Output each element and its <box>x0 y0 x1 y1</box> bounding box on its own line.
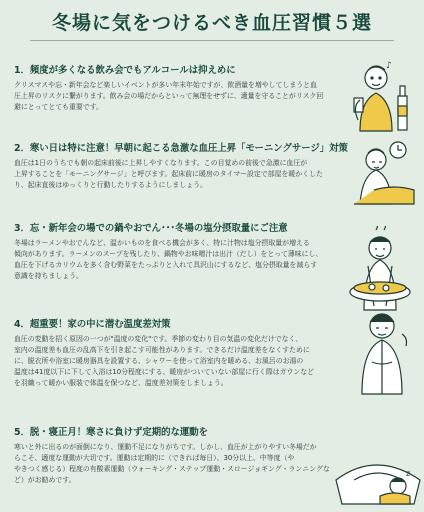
section-2-heading: 2．寒い日は特に注意！早朝に起こる急激な血圧上昇「モーニングサージ」対策 <box>14 143 348 154</box>
kotatsu-rest-illustration <box>334 420 422 510</box>
svg-text:z: z <box>406 469 411 478</box>
morning-wakeup-illustration <box>352 138 418 208</box>
page-title: 冬場に気をつけるべき血圧習慣５選 <box>51 12 372 34</box>
section-5-line: らこそ、適度な運動が大切です。運動は定期的に（できれば毎日）、30分以上、中等度（や <box>14 454 295 462</box>
section-3-heading: 3．忘・新年会の場での鍋やおでん･･･冬場の塩分摂取量にご注意 <box>14 223 288 234</box>
section-3-line: 意識を持ちましょう。 <box>14 272 83 280</box>
section-1-heading: 1．頻度が多くなる飲み会でもアルコールは抑えめに <box>14 65 236 76</box>
section-4 <box>14 316 354 389</box>
svg-text:♪: ♪ <box>386 61 392 71</box>
section-5-line: 寒いと外に出るのが面倒になり、運動不足になりがちです。しかし、血圧が上がりやすい冬場だか <box>14 443 317 451</box>
section-4-line: 温度は41度以下に下して入浴は10分程度にする、暖房がついていない部屋に行く際はガウンなど <box>14 368 315 376</box>
section-5-body <box>14 442 344 486</box>
section-2-line: 上昇することを「モーニングサージ」と呼びます。起床前に暖房のタイマー設定で部屋を暖かくした <box>14 170 323 178</box>
section-1-line: クリスマスや忘・新年会など楽しいイベントが多い年末年始ですが、飲酒量を増やしてしまうと血 <box>14 81 317 89</box>
hotpot-man-illustration <box>346 226 418 312</box>
section-5 <box>14 424 344 486</box>
section-5-heading: 5．脱・寝正月！寒さに負けず定期的な運動を <box>14 427 209 438</box>
section-5-line: ど）がお勧めです。 <box>14 476 76 484</box>
section-3-line: 冬場はラーメンやおでんなど、温かいものを食べる機会が多く、特に汁物は塩分摂取量が増える <box>14 239 310 247</box>
temperature-robe-illustration <box>352 306 414 396</box>
section-2-line: 血圧は1日のうちでも朝の起床前後に上昇しやすくなります。この目覚めの前後で急激に血圧が <box>14 159 308 167</box>
section-2-line: り、起床直後はゆっくりと行動したりするようにしましょう。 <box>14 181 207 189</box>
section-4-line: 血圧の変動を招く原因の一つが"温度の変化"です。季節の変わり目の気温の変化だけでなく、 <box>14 335 303 343</box>
section-4-line: 室内の温度差も血圧の乱高下を引き起こす可能性があります。できるだけ温度差をなくすために <box>14 346 310 354</box>
section-1-line: 圧上昇のリスクに繋がります。飲み会の場だからといって無理をせずに、適量を守ることがリスク回 <box>14 92 324 100</box>
title-divider <box>30 40 394 41</box>
section-4-heading: 4．超重要！家の中に潜む温度差対策 <box>14 319 171 330</box>
section-4-line: に、脱衣所や浴室に暖房器具を設置する、シャワーを使って浴室内を暖める、お風呂のお湯の <box>14 357 304 365</box>
section-5-line: やきつく感じる）程度の有酸素運動（ウォーキング・ステップ運動・スロージョギング・ランニングな <box>14 465 330 473</box>
section-3-body <box>14 238 354 282</box>
section-3-line: 血圧を下げるカリウムを多く含む野菜をたっぷりと入れて具沢山にするなど、塩分摂取量を減らす <box>14 261 318 269</box>
section-2 <box>14 140 359 191</box>
drinking-man-illustration <box>346 56 416 136</box>
section-1 <box>14 62 354 113</box>
section-4-line: を羽織って暖かい服装で体温を保つなど、温度差対策をしましょう。 <box>14 379 228 387</box>
section-1-line: 避にとってとても重要です。 <box>14 103 103 111</box>
section-1-body <box>14 80 354 113</box>
section-3 <box>14 220 354 282</box>
section-2-body <box>14 158 359 191</box>
section-4-body <box>14 334 354 389</box>
section-3-line: 傾向があります。ラーメンのスープを残したり、鍋物やお味噌汁は出汁（だし）をとって薄味にし、 <box>14 250 323 258</box>
